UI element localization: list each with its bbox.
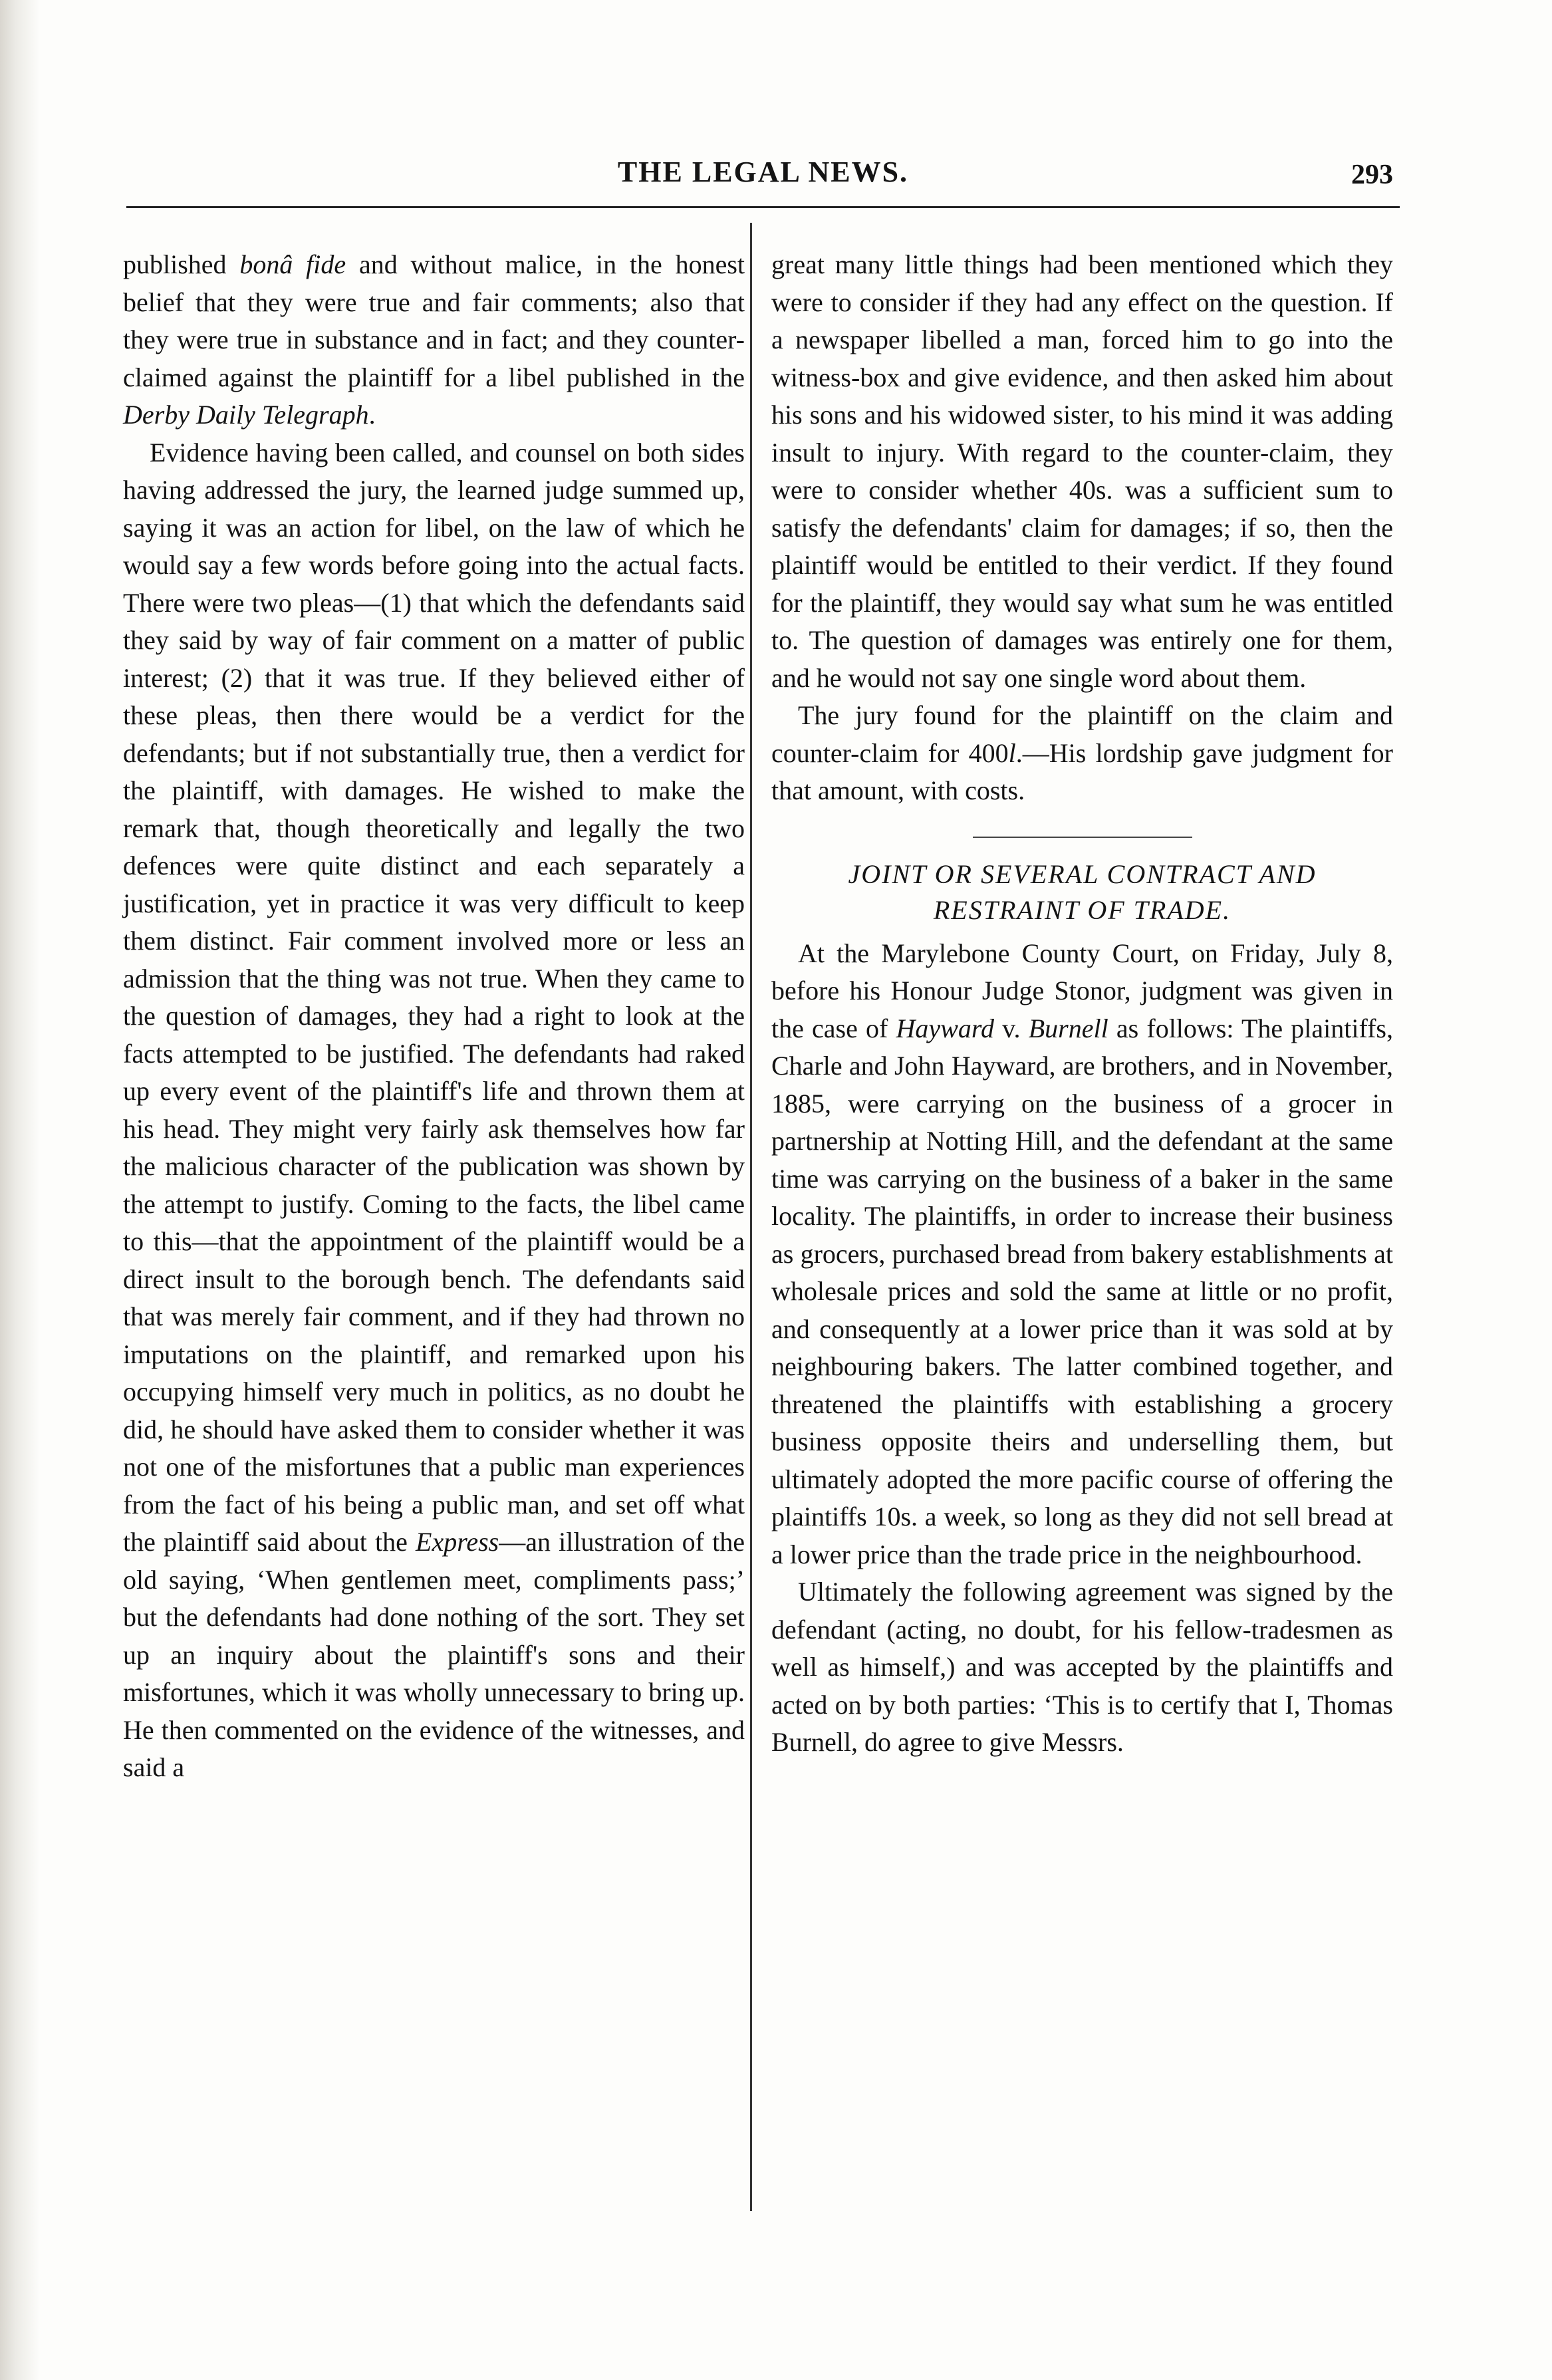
- section-title-line-1: JOINT OR SEVERAL CONTRACT AND: [848, 859, 1317, 889]
- page-header: [126, 143, 1400, 203]
- right-paragraph-4: Ultimately the following agreement was signed by the defendant (acting, no doubt, for his fellow-tradesmen as well as himself,) and was accepted by the plaintiffs and acted on by both parties: ‘This is to certify that I, Thomas Burnell, do agree to give Messrs.: [771, 1577, 1393, 1757]
- left-column: [123, 246, 745, 1787]
- right-column: [771, 246, 1393, 1762]
- page-number: 293: [1351, 160, 1393, 190]
- right-paragraph-3: At the Marylebone County Court, on Friday, July 8, before his Honour Judge Stonor, judgment was given in the case of Hayward v. Burnell as follows: The plaintiffs, Charle and John Hayward, are brothers, and in November, 1885, were carrying on the business of a grocer in partnership at Notting Hill, and the defendant at the same time was carrying on the business of a baker in the same locality. The plaintiffs, in order to increase their business as grocers, purchased bread from bakery establishments at wholesale prices and sold the same at little or no profit, and consequently at a lower price than it was sold at by neighbouring bakers. The latter combined together, and threatened the plaintiffs with establishing a grocery business opposite theirs and underselling them, but ultimately adopted the more pacific course of offering the plaintiffs 10s. a week, so long as they did not sell bread at a lower price than the trade price in the neighbourhood.: [771, 938, 1394, 1569]
- right-paragraph-1: great many little things had been mentioned which they were to consider if they had any effect on the question. If a newspaper libelled a man, forced him to go into the witness-box and give evidence, and then asked him about his sons and his widowed sister, to his mind it was adding insult to injury. With regard to the counter-claim, they were to consider whether 40s. was a sufficient sum to satisfy the defendants' claim for damages; if so, then the plaintiff would be entitled to their verdict. If they found for the plaintiff, they would say what sum he was entitled to. The question of damages was entirely one for them, and he would not say one single word about them.: [771, 249, 1393, 693]
- left-paragraph-1: published bonâ fide and without malice, in the honest belief that they were true and fair comments; also that they were true in substance and in fact; and they counter-claimed against the plaintiff for a libel published in the Derby Daily Telegraph.: [123, 249, 745, 430]
- section-separator: [973, 837, 1192, 838]
- section-title-line-2: RESTRAINT OF TRADE.: [933, 894, 1231, 925]
- left-paragraph-2: Evidence having been called, and counsel on both sides having addressed the jury, the learned judge summed up, saying it was an action for libel, on the law of which he would say a few words before going into the actual facts. There were two pleas—(1) that which the defendants said they said by way of fair comment on a matter of public interest; (2) that it was true. If they believed either of these pleas, then there would be a verdict for the defendants; but if not substantially true, then a verdict for the plaintiff, with damages. He wished to make the remark that, though theoretically and legally the two defences were quite distinct and each separately a justification, yet in practice it was very difficult to keep them distinct. Fair comment involved more or less an admission that the thing was not true. When they came to the question of damages, they had a right to look at the facts attempted to be justified. The defendants had raked up every event of the plaintiff's life and thrown them at his head. They might very fairly ask themselves how far the malicious character of the publication was shown by the attempt to justify. Coming to the facts, the libel came to this—that the appointment of the plaintiff would be a direct insult to the borough bench. The defendants said that was merely fair comment, and if they had thrown no imputations on the plaintiff, and remarked upon his occupying himself very much in politics, as no doubt he did, he should have asked them to consider whether it was not one of the misfortunes that a public man experiences from the fact of his being a public man, and set off what the plaintiff said about the Express—an illustration of the old saying, ‘When gentlemen meet, compliments pass;’ but the defendants had done nothing of the sort. They set up an inquiry about the plaintiff's sons and their misfortunes, which it was wholly unnecessary to bring up. He then commented on the evidence of the witnesses, and said a: [123, 437, 745, 1782]
- header-rule: [126, 206, 1400, 208]
- section-title: [771, 857, 1393, 928]
- column-divider: [750, 223, 752, 2211]
- scanned-page-edge: [0, 0, 40, 2380]
- right-paragraph-2: The jury found for the plaintiff on the claim and counter-claim for 400l.—His lordship gave judgment for that amount, with costs.: [771, 700, 1394, 805]
- running-title: THE LEGAL NEWS.: [617, 156, 909, 188]
